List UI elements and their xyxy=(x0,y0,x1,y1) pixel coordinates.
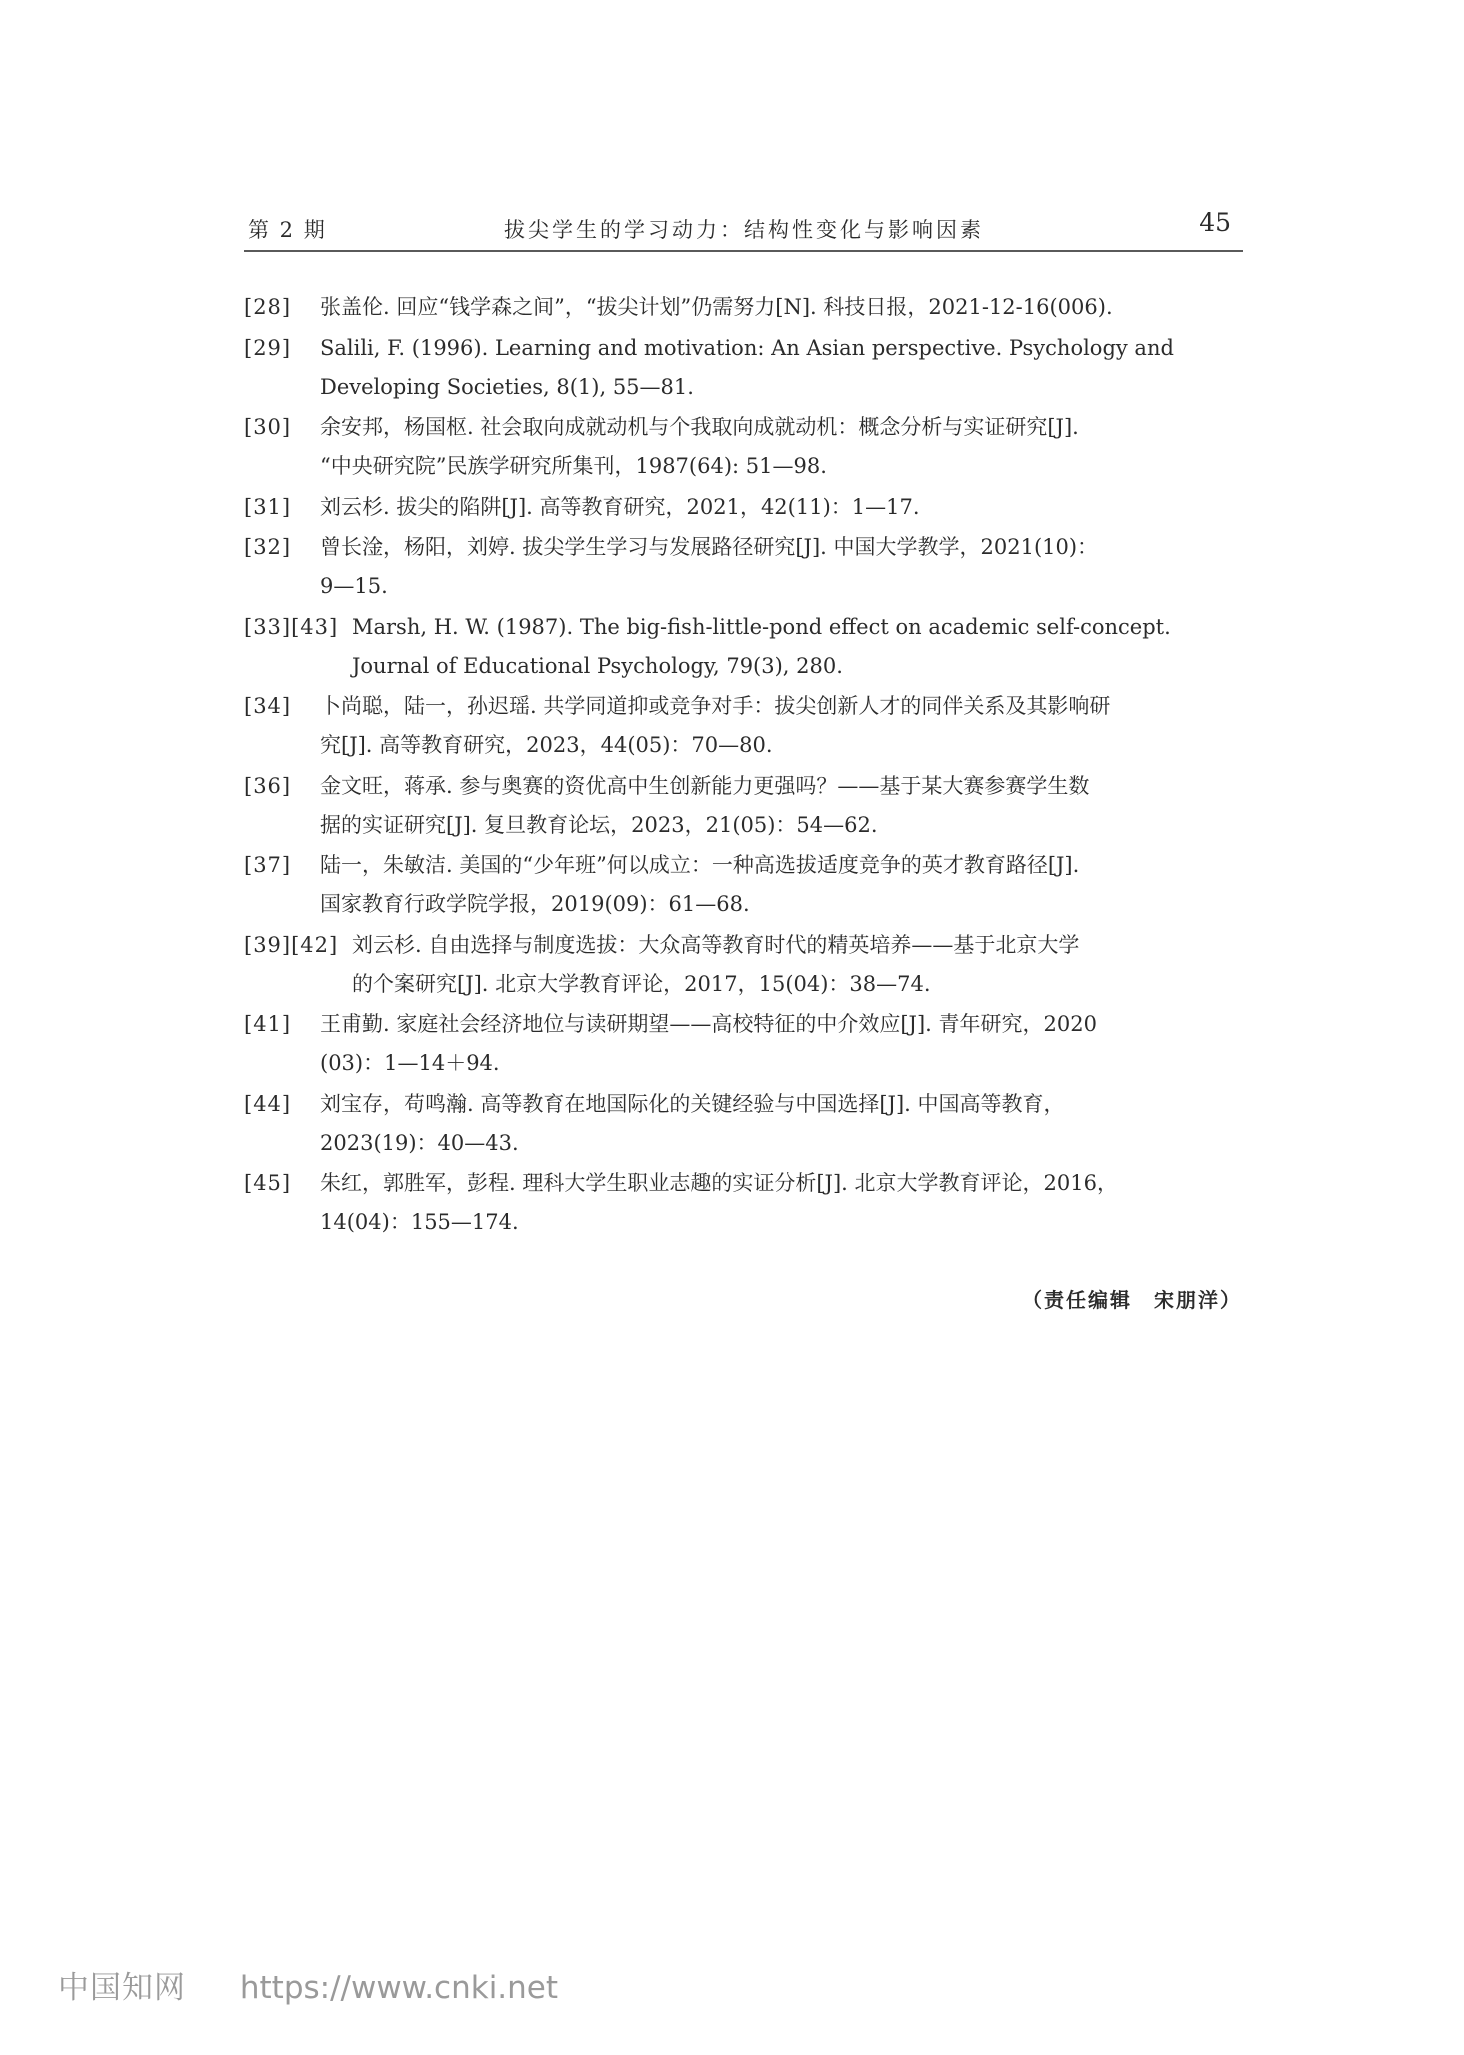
watermark-brand: 中国知网 xyxy=(58,1970,186,2006)
reference-list xyxy=(244,288,1243,1244)
reference-number: [41] xyxy=(244,1012,292,1036)
reference-line: 的个案研究[J]. 北京大学教育评论，2017，15(04)：38—74. xyxy=(352,971,931,996)
reference-item xyxy=(244,528,1243,606)
page-number: 45 xyxy=(1199,208,1231,237)
reference-item xyxy=(244,1085,1243,1163)
reference-line: Developing Societies, 8(1), 55—81. xyxy=(320,374,694,399)
reference-item xyxy=(244,608,1243,686)
reference-text xyxy=(320,1085,1243,1163)
reference-number: [31] xyxy=(244,494,292,519)
reference-text xyxy=(320,1005,1243,1083)
watermark-url[interactable]: https://www.cnki.net xyxy=(239,1970,559,2006)
reference-text xyxy=(320,687,1243,765)
cnki-watermark xyxy=(58,1962,558,2007)
reference-line: 王甫勤. 家庭社会经济地位与读研期望——高校特征的中介效应[J]. 青年研究，2020 xyxy=(320,1012,1097,1036)
reference-item xyxy=(244,1164,1243,1242)
reference-line: 张盖伦. 回应“钱学森之间”，“拔尖计划”仍需努力[N]. 科技日报，2021-12-16(006). xyxy=(320,295,1113,319)
reference-item xyxy=(244,329,1243,407)
reference-number: [28] xyxy=(244,295,292,319)
reference-item xyxy=(244,767,1243,845)
reference-line: 究[J]. 高等教育研究，2023，44(05)：70—80. xyxy=(320,733,773,757)
reference-text xyxy=(352,926,1243,1004)
reference-line: 国家教育行政学院学报，2019(09)：61—68. xyxy=(320,892,750,916)
reference-line: Salili, F. (1996). Learning and motivation: An Asian perspective. Psychology and xyxy=(320,335,1174,360)
reference-text xyxy=(320,1164,1243,1242)
reference-number: [44] xyxy=(244,1091,292,1116)
reference-line: 据的实证研究[J]. 复旦教育论坛，2023，21(05)：54—62. xyxy=(320,812,878,837)
reference-line: 陆一，朱敏洁. 美国的“少年班”何以成立：一种高选拔适度竞争的英才教育路径[J]. xyxy=(320,853,1080,877)
reference-text xyxy=(320,408,1243,486)
reference-number: [39][42] xyxy=(244,932,339,957)
reference-number: [29] xyxy=(244,335,292,360)
reference-line: 金文旺，蒋承. 参与奥赛的资优高中生创新能力更强吗？——基于某大赛参赛学生数 xyxy=(320,773,1090,798)
reference-text xyxy=(320,767,1243,845)
reference-line: Journal of Educational Psychology, 79(3), 280. xyxy=(352,653,843,678)
reference-line: 余安邦，杨国枢. 社会取向成就动机与个我取向成就动机：概念分析与实证研究[J]. xyxy=(320,415,1079,439)
reference-item xyxy=(244,687,1243,765)
reference-number: [32] xyxy=(244,535,292,559)
reference-number: [37] xyxy=(244,853,292,877)
responsible-editor: （责任编辑 宋朋洋） xyxy=(1022,1288,1242,1312)
issue-label: 第 2 期 xyxy=(248,218,327,242)
reference-item xyxy=(244,408,1243,486)
reference-text xyxy=(320,528,1243,606)
reference-line: 刘云杉. 拔尖的陷阱[J]. 高等教育研究，2021，42(11)：1—17. xyxy=(320,494,920,519)
reference-item xyxy=(244,488,1243,527)
reference-line: 朱红，郭胜军，彭程. 理科大学生职业志趣的实证分析[J]. 北京大学教育评论，2016， xyxy=(320,1171,1118,1195)
reference-item xyxy=(244,1005,1243,1083)
reference-text xyxy=(320,288,1243,327)
running-header xyxy=(244,206,1243,252)
reference-line: 14(04)：155—174. xyxy=(320,1210,519,1234)
reference-text xyxy=(320,846,1243,924)
reference-item xyxy=(244,926,1243,1004)
reference-number: [34] xyxy=(244,694,292,718)
reference-line: 刘云杉. 自由选择与制度选拔：大众高等教育时代的精英培养——基于北京大学 xyxy=(352,932,1080,957)
reference-line: 刘宝存，苟鸣瀚. 高等教育在地国际化的关键经验与中国选择[J]. 中国高等教育， xyxy=(320,1091,1065,1116)
reference-line: (03)：1—14＋94. xyxy=(320,1051,500,1075)
reference-text xyxy=(320,488,1243,527)
reference-number: [36] xyxy=(244,773,292,798)
reference-number: [45] xyxy=(244,1171,292,1195)
reference-line: 2023(19)：40—43. xyxy=(320,1130,519,1155)
reference-text xyxy=(320,329,1243,407)
reference-item xyxy=(244,846,1243,924)
reference-line: 9—15. xyxy=(320,574,388,598)
reference-text xyxy=(352,608,1243,686)
reference-line: 曾长淦，杨阳，刘婷. 拔尖学生学习与发展路径研究[J]. 中国大学教学，2021(10)： xyxy=(320,535,1099,559)
reference-line: 卜尚聪，陆一，孙迟瑶. 共学同道抑或竞争对手：拔尖创新人才的同伴关系及其影响研 xyxy=(320,694,1111,718)
reference-number: [30] xyxy=(244,415,292,439)
reference-line: Marsh, H. W. (1987). The big-fish-little-pond effect on academic self-concept. xyxy=(352,614,1171,639)
reference-item xyxy=(244,288,1243,327)
reference-number: [33][43] xyxy=(244,614,339,639)
running-title: 拔尖学生的学习动力：结构性变化与影响因素 xyxy=(504,218,984,242)
reference-line: “中央研究院”民族学研究所集刊，1987(64): 51—98. xyxy=(320,454,827,478)
